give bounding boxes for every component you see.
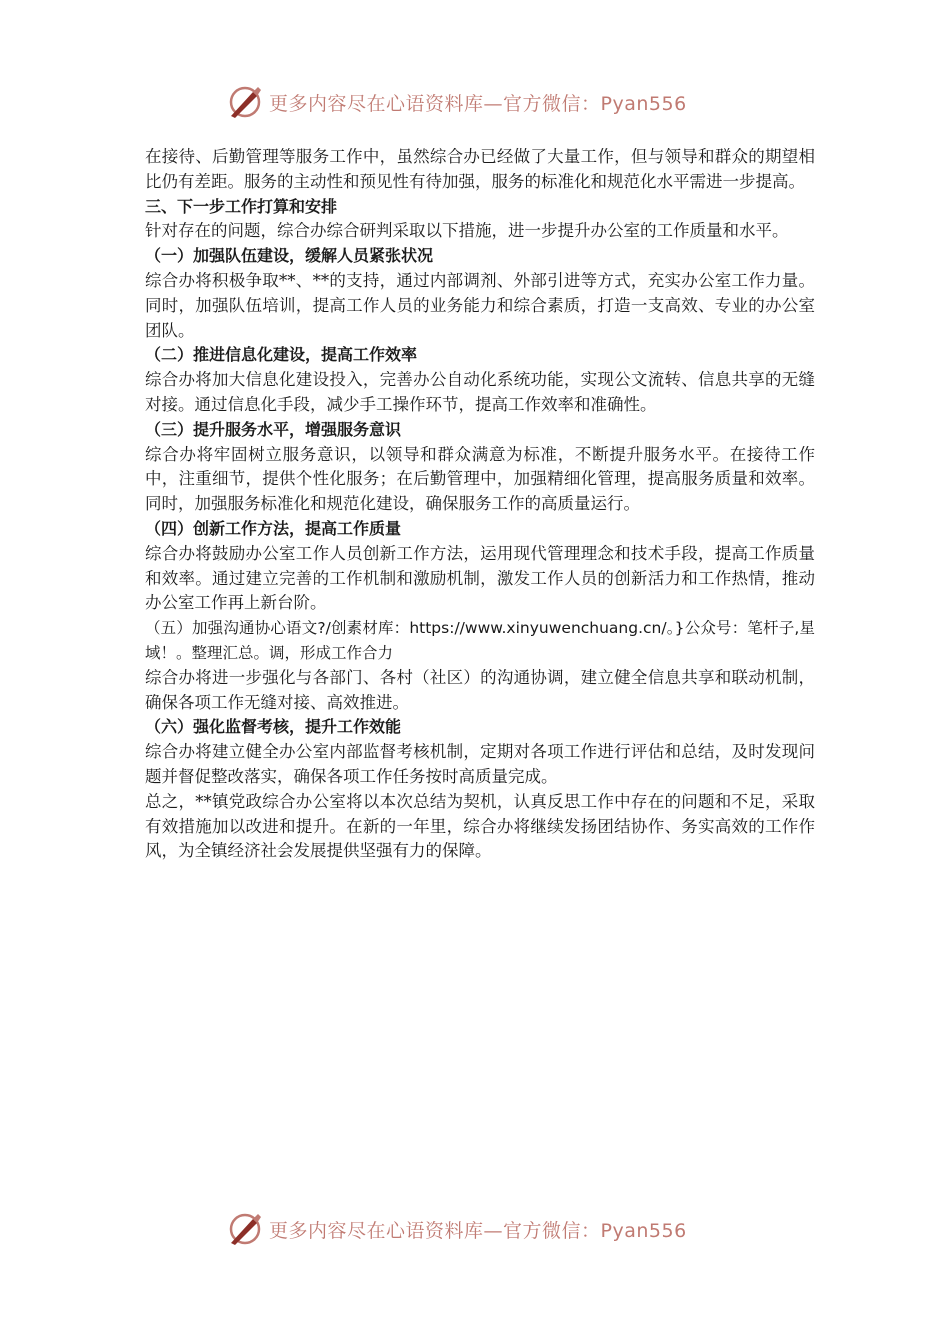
subsection-heading: （二）推进信息化建设，提高工作效率 [145,345,418,365]
paragraph: 在接待、后勤管理等服务工作中，虽然综合办已经做了大量工作，但与领导和群众的期望相比仍有差距。服务的主动性和预见性有待加强，服务的标准化和规范化水平需进一步提高。 [145,147,815,191]
pen-logo-icon [225,1209,265,1249]
paragraph: 综合办将加大信息化建设投入，完善办公自动化系统功能，实现公文流转、信息共享的无缝对接。通过信息化手段，减少手工操作环节，提高工作效率和准确性。 [145,370,815,414]
section-heading: 三、下一步工作打算和安排 [145,196,338,216]
paragraph: 综合办将牢固树立服务意识，以领导和群众满意为标准，不断提升服务水平。在接待工作中，注重细节，提供个性化服务；在后勤管理中，加强精细化管理，提高服务质量和效率。同时，加强服务标准化和规范化建设，确保服务工作的高质量运行。 [145,444,815,514]
paragraph: 综合办将鼓励办公室工作人员创新工作方法，运用现代管理理念和技术手段，提高工作质量和效率。通过建立完善的工作机制和激励机制，激发工作人员的创新活力和工作热情，推动办公室工作再上新台阶。 [145,543,815,613]
subsection-heading: （六）强化监督考核，提升工作效能 [145,717,402,737]
footer-banner-text: 更多内容尽在心语资料库—官方微信：Pyan556 [269,1219,687,1242]
paragraph: 总之，**镇党政综合办公室将以本次总结为契机，认真反思工作中存在的问题和不足，采取有效措施加以改进和提升。在新的一年里，综合办将继续发扬团结协作、务实高效的工作作风，为全镇经济社会发展提供坚强有力的保障。 [145,791,815,861]
subsection-heading: （一）加强队伍建设，缓解人员紧张状况 [145,246,434,266]
paragraph: 综合办将积极争取**、**的支持，通过内部调剂、外部引进等方式，充实办公室工作力量。同时，加强队伍培训，提高工作人员的业务能力和综合素质，打造一支高效、专业的办公室团队。 [145,270,815,340]
paragraph: 综合办将建立健全办公室内部监督考核机制，定期对各项工作进行评估和总结，及时发现问题并督促整改落实，确保各项工作任务按时高质量完成。 [145,742,815,786]
subsection-heading-watermarked: （五）加强沟通协心语文?/创素材库：https://www.xinyuwenchuang.cn/。}公众号：笔杆子,星域！。整理汇总。调，形成工作合力 [145,619,815,662]
subsection-heading: （三）提升服务水平，增强服务意识 [145,419,402,439]
pen-logo-icon [225,82,265,122]
footer-banner [225,1207,725,1251]
header-banner [225,80,725,124]
paragraph: 综合办将进一步强化与各部门、各村（社区）的沟通协调，建立健全信息共享和联动机制，确保各项工作无缝对接、高效推进。 [145,667,815,712]
header-banner-text: 更多内容尽在心语资料库—官方微信：Pyan556 [269,92,687,115]
paragraph: 针对存在的问题，综合办综合研判采取以下措施，进一步提升办公室的工作质量和水平。 [145,221,789,241]
subsection-heading: （四）创新工作方法，提高工作质量 [145,518,402,538]
document-body [145,145,815,864]
